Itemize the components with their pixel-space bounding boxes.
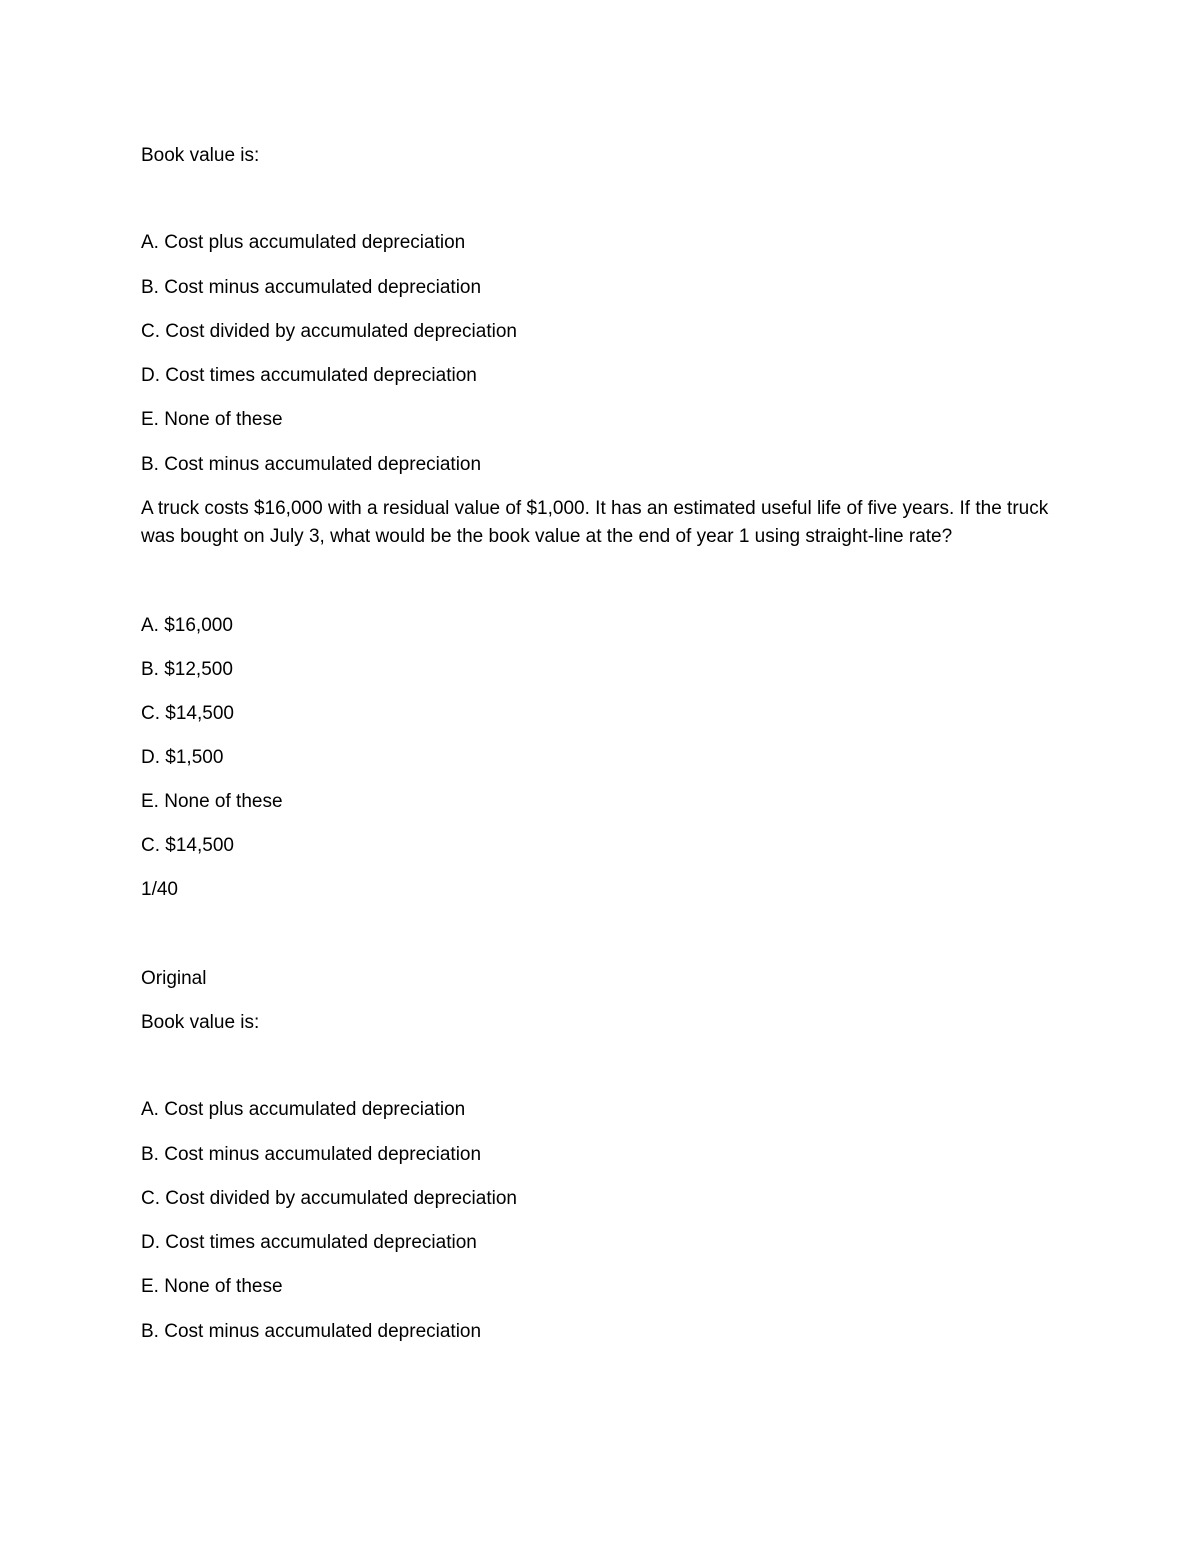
original-answer: B. Cost minus accumulated depreciation: [141, 1321, 482, 1342]
question2-option-e: E. None of these: [141, 791, 283, 812]
question2-option-a: A. $16,000: [141, 615, 233, 636]
question1-option-a: A. Cost plus accumulated depreciation: [141, 232, 466, 253]
question2-option-c: C. $14,500: [141, 703, 234, 724]
question2-option-d: D. $1,500: [141, 747, 224, 768]
question1-answer: B. Cost minus accumulated depreciation: [141, 454, 482, 475]
question1-prompt: Book value is:: [141, 145, 260, 166]
question2-answer: C. $14,500: [141, 835, 234, 856]
question1-option-b: B. Cost minus accumulated depreciation: [141, 277, 482, 298]
question1-option-e: E. None of these: [141, 409, 283, 430]
original-option-c: C. Cost divided by accumulated depreciation: [141, 1188, 517, 1209]
question1-option-c: C. Cost divided by accumulated depreciation: [141, 321, 517, 342]
original-prompt: Book value is:: [141, 1012, 260, 1033]
page-counter: 1/40: [141, 879, 178, 900]
question1-option-d: D. Cost times accumulated depreciation: [141, 365, 477, 386]
question2-option-b: B. $12,500: [141, 659, 233, 680]
original-option-a: A. Cost plus accumulated depreciation: [141, 1099, 466, 1120]
question2-prompt: A truck costs $16,000 with a residual value of $1,000. It has an estimated useful life of five years. If the truck was bought on July 3, what would be the book value at the end of year 1 using straight-line rate?: [141, 498, 1049, 547]
original-option-b: B. Cost minus accumulated depreciation: [141, 1144, 482, 1165]
original-option-d: D. Cost times accumulated depreciation: [141, 1232, 477, 1253]
original-heading: Original: [141, 968, 207, 989]
original-option-e: E. None of these: [141, 1276, 283, 1297]
